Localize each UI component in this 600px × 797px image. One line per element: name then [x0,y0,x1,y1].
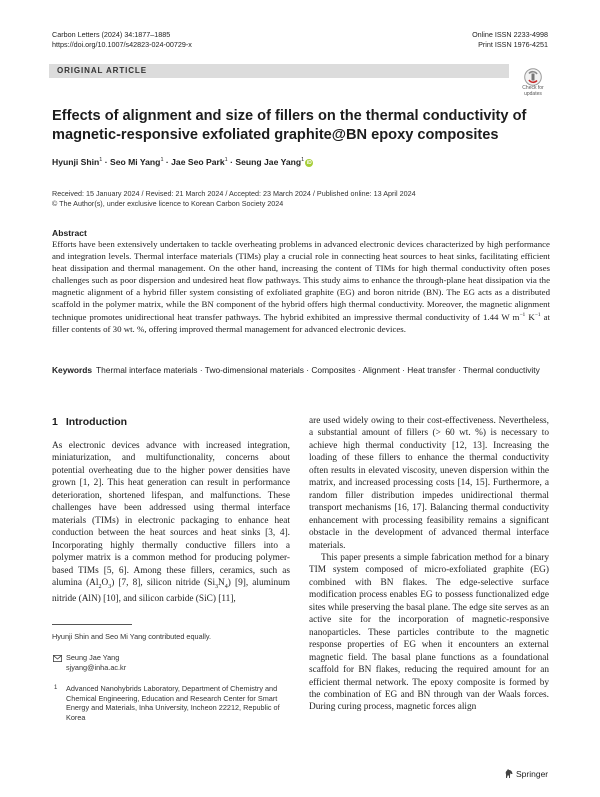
date-history: Received: 15 January 2024 / Revised: 21 March 2024 / Accepted: 23 March 2024 / Published online: 13 April 2024 [52,189,416,198]
envelope-icon [53,655,62,662]
article-title: Effects of alignment and size of fillers on the thermal conductivity of magnetic-responsive exfoliated graphite@BN epoxy composites [52,108,527,143]
check-for-label: Check for [522,85,544,91]
journal-citation: Carbon Letters (2024) 34:1877–1885 [52,30,171,39]
keywords-label: Keywords [52,365,93,375]
section-heading [52,416,135,428]
author-separator: · [227,157,236,167]
publisher-name: Springer [516,769,549,779]
author-name[interactable]: Hyunji Shin [52,157,100,167]
journal-header [52,30,192,49]
author-separator: · [102,157,110,167]
author-separator: · [163,157,172,167]
author-affiliation: 1 [301,157,305,164]
publication-dates [52,189,416,209]
body-paragraph: As electronic devices advance with increased integration, miniaturization, and multifunctionality, concerns about potential overheating due to the higher power densities have grown [1, 2]. This heat generation can result in performance deterioration, shortened lifespan, and malfunctions. These challenges have been addressed using thermal interface materials (TIMs) in electronic packaging to enhance heat conduction between the heat sources and heat sinks [3, 4]. Incorporating highly thermally conductive fillers into a polymer matrix is a common method for producing polymer-based TIMs [5, 6]. Among these fillers, ceramics, such as alumina $(Al_2O_3)$ [7, 8], silicon nitride $(Si_3N_4)$ [9], aluminum nitride (AlN) [10], and silicon carbide (SiC) [11], [52,441,290,605]
body-column-left [52,440,290,606]
author-name[interactable]: Seo Mi Yang [109,157,161,167]
online-issn: Online ISSN 2233-4998 [472,30,548,39]
affiliation-text: Advanced Nanohybrids Laboratory, Department of Chemistry and Chemical Engineering, Education and Research Center for Smart Energy and Materials, Inha University, Incheon 22212, Republic of Korea [66,684,280,722]
article-type-bar: ORIGINAL ARTICLE [49,64,509,78]
springer-horse-icon [504,768,514,779]
affiliation-number: 1 [54,685,58,691]
body-paragraph: This paper presents a simple fabrication method for a binary TIM system composed of micro-exfoliated graphite (EG) combined with BN flakes. The edge-selective surface modification process enables EG to possess functionalized edge sites while preserving the basal plane. The edge site serves as an active site for the incorporation of magnetic-responsive nanoparticles. These particles contribute to the magnetic response properties of EG when it encounters an external magnetic field. The basal plane functions as a foundational scaffold for BN flakes, reducing the required amount for an efficient thermal network. The epoxy composite is formed by the combination of EG and BN through van der Waals forces. During curing process, magnetic forces align [309,552,549,713]
doi-link[interactable]: https://doi.org/10.1007/s42823-024-00729-x [52,39,192,49]
abstract-heading: Abstract [52,228,87,238]
body-column-right [309,415,549,714]
print-issn: Print ISSN 1976-4251 [478,39,548,49]
check-for-updates-icon [524,68,542,86]
author-affiliation: 1 [99,157,103,164]
orcid-icon[interactable]: iD [306,160,312,166]
issn-header [472,30,548,49]
author-affiliation: 1 [160,157,164,164]
abstract-text: Efforts have been extensively undertaken to tackle overheating problems in advanced electronic devices characterized by high performance and integration levels. Thermal interface materials (TIMs) play a crucial role in connecting heat sources to heat sinks, facilitating efficient heat dissipation and thermal management. On the other hand, increasing the content of TIMs for high thermal conductivity often poses challenges such as poor dispersion and undesired heat flow pathways. This study aims to enhance the through-plane heat dissipation via the magnetic alignment of a hybrid filler system consisting of exfoliated graphite (EG) and boron nitride (BN). The EG acts as a distributed scaffold in the polymer matrix, while the BN component of the hybrid offers high thermal conductivity. Moreover, the magnetic alignment technique promotes unidirectional heat transfer pathways. The hybrid exhibited an impressive thermal conductivity of 1.44 W $m^{-1}$ $K^{-1}$ at filler contents of 30 wt. %, offering improved thermal management for advanced electronic devices. [52,239,550,335]
author-name[interactable]: Jae Seo Park [171,157,225,167]
section-number: 1 [52,416,58,428]
check-for-updates-badge[interactable] [517,68,549,98]
equal-contribution-note: Hyunji Shin and Seo Mi Yang contributed equally. [52,632,212,641]
author-name[interactable]: Seung Jae Yang [235,157,302,167]
author-list [52,157,313,167]
footnote-divider [52,624,132,625]
keywords-list: Thermal interface materials · Two-dimensional materials · Composites · Alignment · Heat transfer · Thermal conductivity [96,365,540,375]
corresponding-author [66,653,126,672]
corresponding-name: Seung Jae Yang [66,653,120,662]
body-paragraph: are used widely owing to their cost-effectiveness. Nevertheless, a substantial amount of fillers (> 60 wt. %) is necessary to achieve high thermal conductivity [12, 13]. Increasing the loading of these fillers to enhance the thermal conductivity often results in elevated viscosity, uneven dispersion within the matrix, and increased processing costs [14, 15]. Furthermore, a random filler distribution impedes unidirectional thermal transport mechanisms [16, 17]. Balancing thermal conductivity enhancement with processing feasibility remains a significant obstacle in the development of advanced thermal interface materials. [309,416,549,551]
copyright-line: © The Author(s), under exclusive licence to Korean Carbon Society 2024 [52,199,284,208]
corresponding-email[interactable]: sjyang@inha.ac.kr [66,662,127,672]
section-title: Introduction [65,416,128,428]
keywords [52,365,550,377]
publisher-logo [504,768,548,779]
updates-label: updates [524,90,542,97]
author-affiliation: 1 [224,157,228,164]
